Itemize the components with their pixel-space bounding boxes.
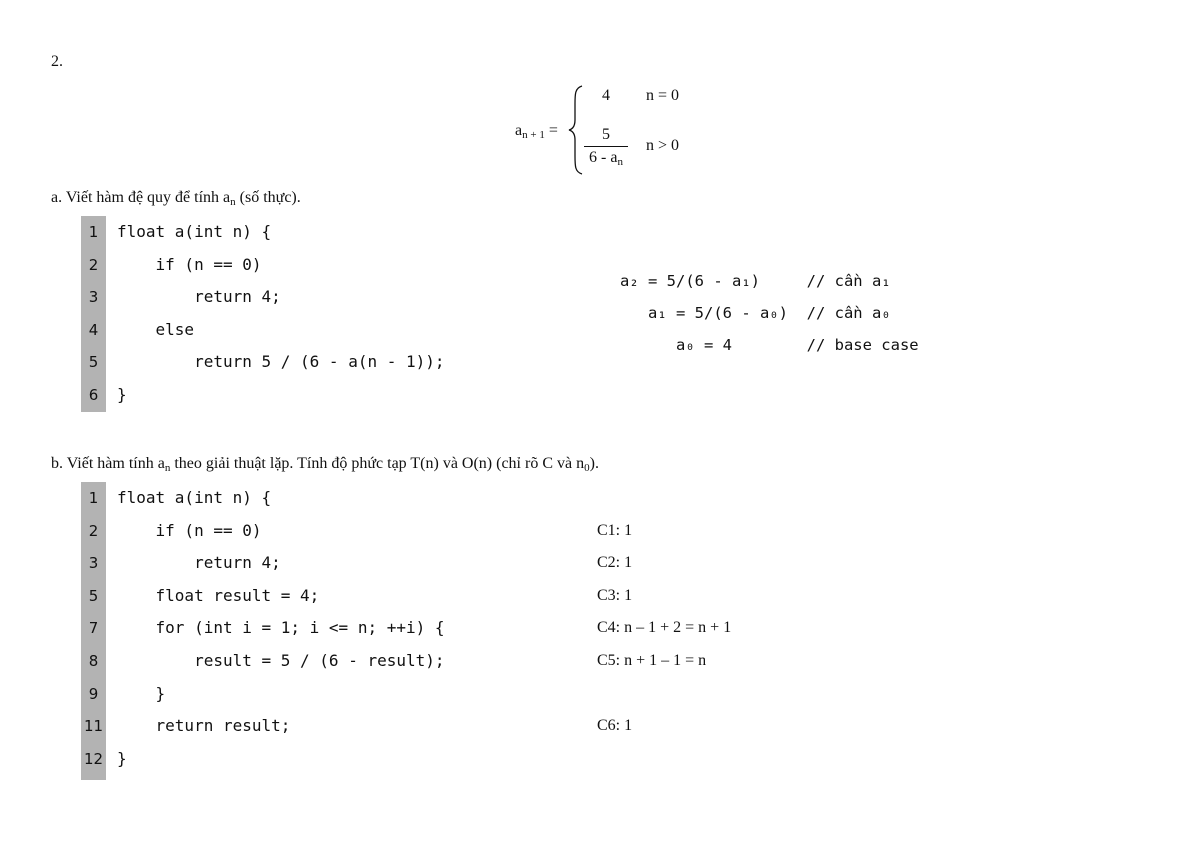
- code-text: }: [117, 683, 166, 703]
- line-number: 1: [88, 489, 99, 507]
- cost-line: C4: n – 1 + 2 = n + 1: [597, 619, 732, 637]
- part-a-title-prefix: a. Viết hàm đệ quy để tính a: [51, 189, 231, 206]
- part-a-title: [51, 189, 301, 208]
- line-number: 2: [88, 255, 99, 274]
- code-text: return result;: [117, 716, 291, 736]
- code-text: float a(int n) {: [117, 222, 272, 241]
- part-a-title-sub: n: [230, 196, 236, 208]
- problem-number: 2.: [51, 53, 63, 70]
- code-line: [81, 379, 781, 411]
- case2-condition: n > 0: [646, 137, 680, 154]
- case2-denominator: [584, 149, 628, 168]
- code-line: [81, 482, 781, 514]
- line-number: 4: [88, 320, 99, 339]
- line-number: 8: [88, 652, 99, 670]
- case2-fraction: [584, 126, 628, 168]
- part-a-title-suffix: (số thực).: [235, 189, 301, 206]
- code-line: [81, 515, 781, 547]
- line-number: 11: [83, 717, 104, 736]
- line-number: 5: [88, 586, 99, 605]
- trace-line: a₀ = 4 // base case: [620, 336, 919, 354]
- line-number: 9: [88, 684, 99, 703]
- formula-lhs-base: a: [515, 122, 523, 139]
- formula-lhs-sub: n + 1: [522, 129, 545, 141]
- part-b-title-middle: theo giải thuật lặp. Tính độ phức tạp T(n) và O(n) (chỉ rõ C và n: [170, 455, 585, 472]
- code-text: for (int i = 1; i <= n; ++i) {: [117, 618, 445, 638]
- line-number: 5: [88, 353, 99, 372]
- formula-lhs: [515, 122, 558, 141]
- left-brace-icon: [568, 84, 584, 176]
- code-text: if (n == 0): [117, 254, 262, 274]
- code-line: [81, 580, 781, 612]
- line-number: 1: [88, 223, 99, 241]
- line-number: 3: [88, 554, 99, 573]
- part-b-title-sub2: 0: [584, 462, 590, 474]
- code-text: }: [117, 385, 127, 404]
- formula-equals: =: [548, 122, 558, 139]
- code-line: [81, 547, 781, 579]
- code-text: return 5 / (6 - a(n - 1));: [117, 352, 445, 372]
- code-text: float a(int n) {: [117, 488, 272, 507]
- line-number: 12: [83, 749, 104, 768]
- line-number: 2: [88, 521, 99, 540]
- cost-line: C6: 1: [597, 717, 633, 735]
- code-text: result = 5 / (6 - result);: [117, 651, 445, 670]
- part-b-title-prefix: b. Viết hàm tính a: [51, 455, 165, 472]
- code-line: [81, 216, 781, 248]
- cost-line: C2: 1: [597, 554, 633, 572]
- code-text: float result = 4;: [117, 585, 320, 605]
- code-line: [81, 710, 781, 742]
- case1-value: 4: [602, 87, 610, 104]
- cost-line: C5: n + 1 – 1 = n: [597, 652, 707, 669]
- code-line: [81, 678, 781, 710]
- line-number: 7: [88, 619, 99, 638]
- code-text: if (n == 0): [117, 520, 262, 540]
- part-b-title-sub: n: [164, 462, 171, 474]
- trace-line: a₂ = 5/(6 - a₁) // cần a₁: [620, 272, 891, 290]
- fraction-bar: [584, 146, 628, 147]
- part-b-title-suffix: ).: [589, 455, 599, 472]
- cost-line: C3: 1: [597, 586, 633, 604]
- trace-line: a₁ = 5/(6 - a₀) // cần a₀: [620, 304, 891, 322]
- case2-denominator-base: 6 - a: [589, 149, 618, 166]
- code-text: }: [117, 748, 127, 768]
- cost-line: C1: 1: [597, 521, 633, 539]
- code-text: else: [117, 319, 195, 339]
- code-text: return 4;: [117, 287, 281, 307]
- line-number: 3: [88, 288, 99, 307]
- case2-numerator: 5: [602, 126, 610, 143]
- code-text: return 4;: [117, 553, 281, 573]
- code-line: [81, 743, 781, 775]
- case2-denominator-sub: n: [617, 156, 623, 168]
- case1-condition: n = 0: [646, 87, 680, 104]
- line-number: 6: [88, 386, 99, 404]
- part-b-title: [51, 455, 599, 474]
